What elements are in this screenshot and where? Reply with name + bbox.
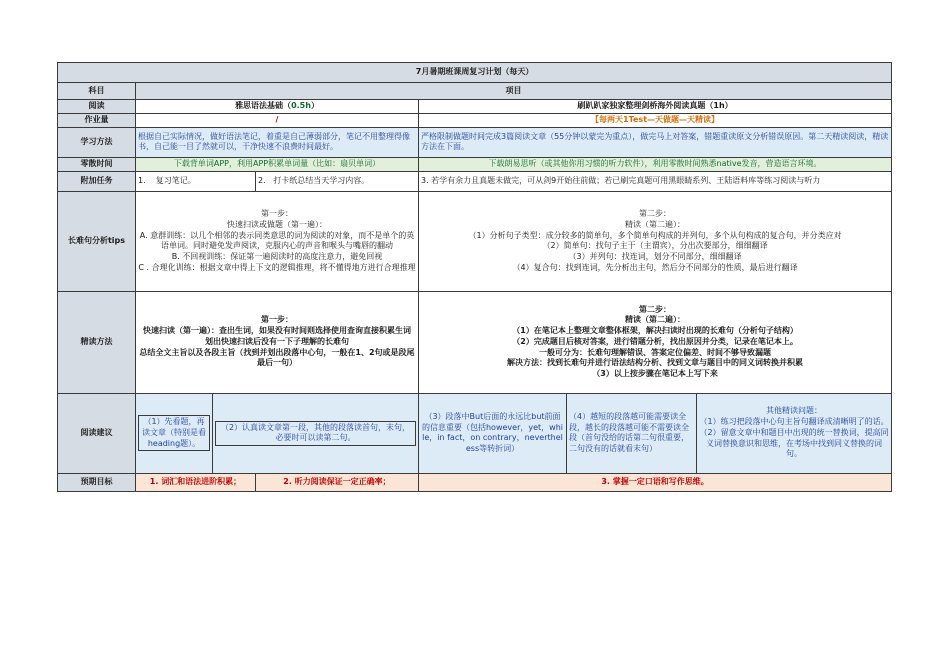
advice-5-line2: （2）留意文章中和题目中出现的统一替换词，提高同义词替换意识和思维，在考场中找到同义替换的词句。 (699, 427, 889, 459)
intensive-step2-cell (419, 291, 892, 393)
table-title: 7月暑期班课周复习计划（每天） (58, 63, 892, 83)
row-label-goals: 预期目标 (58, 473, 136, 491)
reading-grammar-prefix: 雅思语法基础（ (235, 101, 292, 111)
row-label-long-sentence: 长难句分析tips (58, 191, 136, 291)
reading-grammar-suffix: ） (310, 101, 319, 111)
long-sentence-step2-subtitle: 精读（第二遍）： (625, 219, 686, 229)
extra-task-2: 2. 打卡纸总结当天学习内容。 (256, 171, 419, 191)
extra-task-3: 3. 若学有余力且真题未做完，可从剑9开始往前做；若已刷完真题可用黑眼睛系列、王陆语料库等练习阅读与听力 (419, 171, 892, 191)
intensive-step2-2: （2）完成题目后核对答案，进行错题分析，找出原因并分类，记录在笔记本上。 (512, 336, 798, 346)
long-sentence-step1-a: A. 意群训练：以几个相邻的表示同类意思的词为阅读的对象，而不是单个的英语单词。同时避免发声阅读，克服内心的声音和喉头与嘴唇的翻动 (139, 230, 415, 251)
intensive-step2-subtitle: 精读（第二遍）： (625, 315, 686, 325)
long-sentence-step1-title: 第一步： (261, 208, 293, 218)
row-label-homework: 作业量 (58, 114, 136, 128)
row-label-method: 学习方法 (58, 127, 136, 157)
review-plan-table (57, 62, 892, 492)
row-label-intensive: 精读方法 (58, 291, 136, 393)
intensive-step2-solution: 解决方法：找到长难句并进行语法结构分析、找到文章与题目中的同义词转换并积累 (507, 358, 804, 368)
intensive-step2-1: （1）在笔记本上整理文章整体框架，解决扫读时出现的长难句（分析句子结构） (512, 326, 798, 336)
goal-2: 2. 听力阅读保证一定正确率； (256, 473, 419, 491)
method-reading-cell: 严格限制做题时间完成3篇阅读文章（55分钟以蒙完为重点），做完马上对答案，错题重读原文分析错误原因。第二天精读阅读，精读方法在下面。 (419, 127, 892, 157)
intensive-step2-title: 第二步： (639, 304, 672, 314)
header-subject: 科目 (58, 83, 136, 100)
long-sentence-step2-title: 第二步： (639, 208, 672, 218)
long-sentence-step1-cell (136, 191, 419, 291)
advice-4-cell: （4）越短的段落越可能需要读全段，越长的段落越可能不需要读全段（首句没给的话第二句很重要，二句没有的话就看末句） (567, 393, 697, 473)
row-label-reading: 阅读 (58, 100, 136, 114)
long-sentence-step2-4: （4）复合句：找到连词，先分析出主句，然后分不同部分的性质，最后进行翻译 (512, 262, 798, 272)
row-label-extra-task: 附加任务 (58, 171, 136, 191)
long-sentence-step2-cell (419, 191, 892, 291)
row-label-advice: 阅读建议 (58, 393, 136, 473)
spare-time-listening-cell: 下载朗易思听（或其他你用习惯的听力软件），利用零散时间熟悉native发音，营造语言环境。 (419, 157, 892, 171)
long-sentence-step2-3: （3）并列句：找连词，划分不同部分，细细翻译 (568, 252, 742, 262)
advice-2-cell (213, 393, 419, 473)
advice-5-cell (697, 393, 892, 473)
advice-2-text: （2）认真读文章第一段，其他的段落读首句，末句，必要时可以读第二句。 (215, 421, 416, 447)
long-sentence-step1-subtitle: 快速扫读或做题（第一遍）： (227, 219, 327, 229)
reading-grammar-hours: 0.5h (291, 101, 311, 111)
intensive-step1-title: 第一步： (261, 315, 293, 325)
homework-grammar-cell: / (136, 114, 419, 128)
spare-time-vocab-cell: 下载背单词APP，利用APP积累单词量（比如：扇贝单词） (136, 157, 419, 171)
advice-3-cell: （3）段落中But后面的永远比but前面的信息重要（包括however，yet，while，in fact，on contrary，nevertheless等转折词） (419, 393, 567, 473)
long-sentence-step1-b: B. 不回视训练：保证第一遍阅读时的高度注意力，避免回视 (171, 252, 383, 262)
advice-1-text: （1）先看题，再读文章（特别是看heading题）。 (138, 415, 210, 451)
reading-cambridge-cell: 刷趴趴家独家整理剑桥海外阅读真题（1h） (419, 100, 892, 114)
long-sentence-step1-c: C . 合理化训练：根据文章中得上下文的逻辑推理，将不懂得地方进行合理推理 (138, 262, 416, 272)
header-item: 项目 (136, 83, 892, 100)
intensive-step1-cell (136, 291, 419, 393)
advice-1-cell (136, 393, 213, 473)
intensive-step2-3: （3）以上按步骤在笔记本上写下来 (592, 369, 718, 379)
goal-3: 3. 掌握一定口语和写作思维。 (419, 473, 892, 491)
long-sentence-step2-1: （1）分析句子类型：成分较多的简单句，多个简单句构成的并列句，多个从句构成的复合句，并分类应对 (468, 230, 842, 240)
row-label-spare-time: 零散时间 (58, 157, 136, 171)
advice-5-line1: （1）练习把段落中心句主旨句翻译成清晰明了的话。 (699, 417, 889, 427)
homework-reading-cell: 【每两天1Test—天做题—天精读】 (419, 114, 892, 128)
long-sentence-step2-2: （2）简单句：找句子主干（主谓宾），分出次要部分，细细翻译 (542, 241, 768, 251)
intensive-step1-summary: 总结全文主旨以及各段主旨（找到并划出段落中心句，一般在1、2句或是段尾最后一句） (139, 347, 415, 368)
intensive-step1-mark: 划出快速扫读后没有一下子理解的长难句 (205, 336, 349, 346)
advice-5-title: 其他精读问题： (766, 406, 823, 416)
intensive-step1-scan: 快速扫读（第一遍）：查出生词，如果没有时间则选择使用查询直接积累生词 (143, 326, 411, 336)
goal-1: 1. 词汇和语法进阶积累； (136, 473, 256, 491)
extra-task-1: 1. 复习笔记。 (136, 171, 256, 191)
intensive-step2-categories: 一般可分为：长难句理解错误、答案定位偏差、时间不够导致漏题 (539, 347, 772, 357)
reading-grammar-cell (136, 100, 419, 114)
method-grammar-cell: 根据自己实际情况，做好语法笔记，着重是自己薄弱部分，笔记不用整理得像书，自己能一目了然就可以，干净快速不浪费时间最好。 (136, 127, 419, 157)
